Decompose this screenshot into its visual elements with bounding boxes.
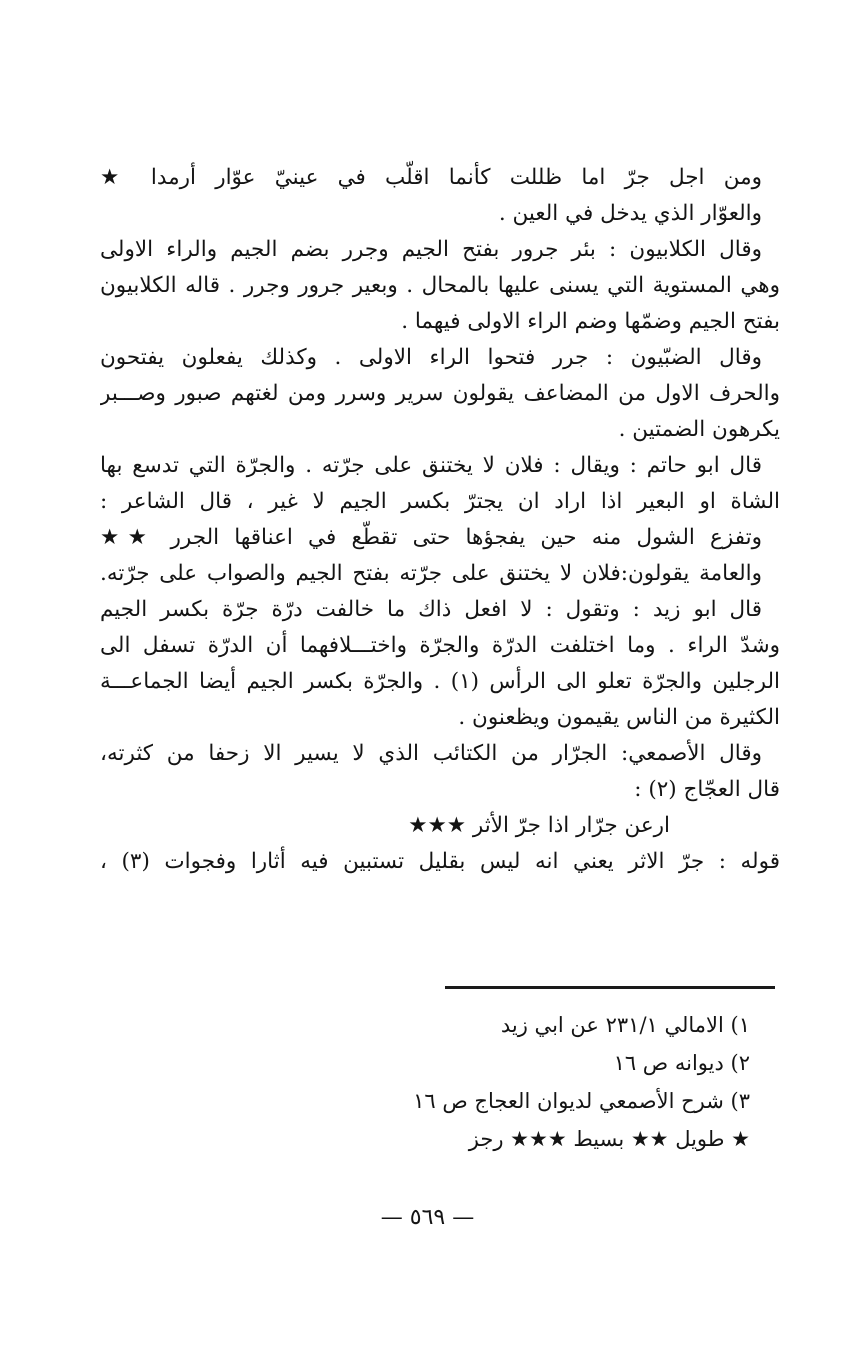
text-line: ومن اجل جرّ اما ظللت كأنما اقلّب في عينيّ عوّار أرمدا ★ — [100, 165, 762, 190]
text-line: قال ابو زيد : وتقول : لا افعل ذاك ما خالفت درّة جرّة بكسر الجيم — [100, 597, 762, 622]
text-line: وقال الضبّيون : جرر فتحوا الراء الاولى . وكذلك يفعلون يفتحون — [100, 345, 762, 370]
text-line: قوله : جرّ الاثر يعني انه ليس بقليل تستبين فيه أثارا وفجوات (٣) ، — [100, 849, 780, 874]
text-line: قال ابو حاتم : ويقال : فلان لا يختنق على جرّته . والجرّة التي تدسع بها — [100, 453, 762, 478]
footnote: ٣) شرح الأصمعي لديوان العجاج ص ١٦ — [413, 1089, 750, 1113]
text-line: يكرهون الضمتين . — [618, 417, 780, 442]
meter-legend: ★ طويل ★★ بسيط ★★★ رجز — [468, 1127, 750, 1151]
text-line: بفتح الجيم وضمّها وضم الراء الاولى فيهما . — [401, 309, 780, 334]
text-line: وقال الكلابيون : بئر جرور بفتح الجيم وجرر بضم الجيم والراء الاولى — [100, 237, 762, 262]
text-line: الكثيرة من الناس يقيمون ويظعنون . — [458, 705, 780, 730]
text-line: الرجلين والجرّة تعلو الى الرأس (١) . والجرّة بكسر الجيم أيضا الجماعـــة — [100, 669, 780, 694]
text-line: وقال الأصمعي: الجرّار من الكتائب الذي لا يسير الا زحفا من كثرته، — [100, 741, 762, 766]
text-line: قال العجّاج (٢) : — [634, 777, 780, 802]
footnotes — [330, 1006, 750, 1158]
text-line: الشاة او البعير اذا اراد ان يجترّ بكسر الجيم لا غير ، قال الشاعر : — [100, 489, 780, 514]
verse-line: ارعن جرّار اذا جرّ الأثر ★★★ — [408, 813, 670, 838]
text-line: وهي المستوية التي يسنى عليها بالمحال . وبعير جرور وجرر . قاله الكلابيون — [100, 273, 780, 298]
main-text — [100, 160, 780, 880]
text-line: وشدّ الراء . وما اختلفت الدرّة والجرّة واختـــلافهما أن الدرّة تسفل الى — [100, 633, 780, 658]
footnote: ٢) ديوانه ص ١٦ — [613, 1051, 750, 1075]
footnote: ١) الامالي ٢٣١/١ عن ابي زيد — [500, 1013, 750, 1037]
footnote-separator — [445, 986, 775, 989]
text-line: والعامة يقولون:فلان لا يختنق على جرّته بفتح الجيم والصواب على جرّته. — [100, 561, 762, 586]
text-line: والحرف الاول من المضاعف يقولون سرير وسرر ومن لغتهم صبور وصـــبر — [100, 381, 780, 406]
page-number: — ٥٦٩ — — [380, 1205, 475, 1230]
text-line: وتفزع الشول منه حين يفجؤها حتى تقطّع في اعناقها الجرر ★★ — [100, 525, 762, 550]
text-line: والعوّار الذي يدخل في العين . — [498, 201, 762, 226]
